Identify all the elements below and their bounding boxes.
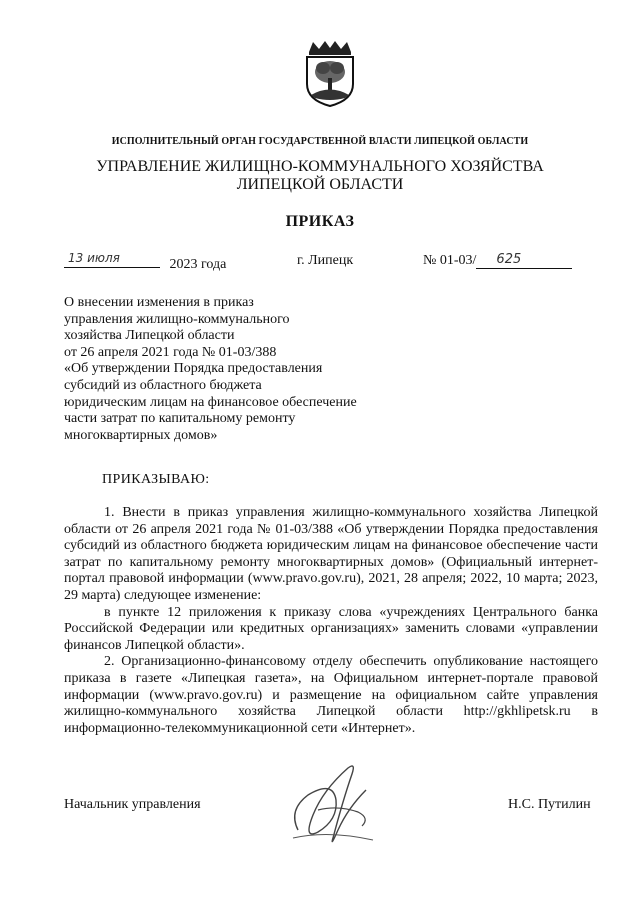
number-blank <box>476 254 572 269</box>
subject-line: от 26 апреля 2021 года № 01-03/388 <box>64 344 277 360</box>
order-directive: ПРИКАЗЫВАЮ: <box>102 472 210 487</box>
subject-line: «Об утверждении Порядка предоставления <box>64 361 323 377</box>
signatory-title: Начальник управления <box>64 797 201 812</box>
handwritten-signature <box>278 760 388 852</box>
subject-line: многоквартирных домов» <box>64 427 218 443</box>
subject-line: части затрат по капитальному ремонту <box>64 411 296 427</box>
handwritten-date: 13 июля <box>68 251 120 265</box>
document-type: ПРИКАЗ <box>285 213 355 230</box>
handwritten-number: 625 <box>496 252 522 267</box>
order-date <box>64 253 226 273</box>
order-number <box>423 253 572 269</box>
signatory-name: Н.С. Путилин <box>508 797 591 812</box>
subject-line: О внесении изменения в приказ <box>64 295 254 310</box>
order-paragraph-change: в пункте 12 приложения к приказу слова «учреждениях Центрального банка Российской Федерации или кредитных организациях» заменить словами «управлении финансов Липецкой области». <box>64 604 598 653</box>
order-paragraph-1: 1. Внести в приказ управления жилищно-коммунального хозяйства Липецкой области от 26 апреля 2021 года № 01-03/388 «Об утверждении Порядка предоставления субсидий из областного бюджета юридическим лицам на финансовое обеспечение части затрат по капитальному ремонту многоквартирных домов» (Официальный интернет-портал правовой информации (www.pravo.gov.ru), 2021, 28 апреля; 2022, 10 марта; 2023, 29 марта) следующее изменение: <box>64 505 598 603</box>
order-subject <box>64 295 404 444</box>
department-line-1: УПРАВЛЕНИЕ ЖИЛИЩНО-КОММУНАЛЬНОГО ХОЗЯЙСТВА <box>96 158 544 175</box>
subject-line: субсидий из областного бюджета <box>64 377 262 393</box>
order-body <box>64 505 598 737</box>
order-year: 2023 года <box>169 257 227 272</box>
department-line-2: ЛИПЕЦКОЙ ОБЛАСТИ <box>236 176 404 193</box>
coat-of-arms-emblem <box>301 40 359 108</box>
department-name <box>0 158 640 194</box>
subject-line: хозяйства Липецкой области <box>64 328 235 344</box>
subject-line: юридическим лицам на финансовое обеспечение <box>64 394 357 410</box>
date-blank <box>64 253 160 268</box>
order-city: г. Липецк <box>297 253 354 268</box>
subject-line: управления жилищно-коммунального <box>64 311 290 327</box>
order-paragraph-2: 2. Организационно-финансовому отделу обеспечить опубликование настоящего приказа в газете «Липецкая газета», на Официальном интернет-портале правовой информации (www.pravo.gov.ru) и размещение на официальном сайте управления жилищно-коммунального хозяйства Липецкой области http://gkhlipetsk.ru в информационно-телекоммуникационной сети «Интернет». <box>64 654 598 736</box>
number-prefix: № 01-03/ <box>423 253 477 268</box>
issuing-authority: ИСПОЛНИТЕЛЬНЫЙ ОРГАН ГОСУДАРСТВЕННОЙ ВЛАСТИ ЛИПЕЦКОЙ ОБЛАСТИ <box>111 136 529 147</box>
